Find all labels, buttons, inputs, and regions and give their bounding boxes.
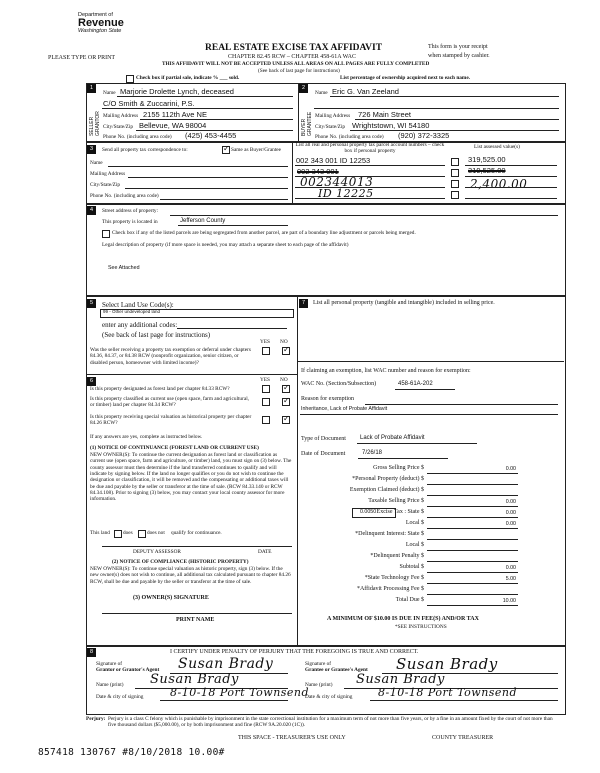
partial-sale-label: Check box if partial sale, indicate % ___ sold. xyxy=(136,75,240,81)
seller-mailing[interactable]: 2155 112th Ave NE xyxy=(143,110,207,119)
exemption-question: Was the seller receiving a property tax exemption or deferral under chapters 84.36, 84.37, or 84.38 RCW (nonprofit organization, senior citizen, or disabled person, homeowner with limited income)? xyxy=(90,347,251,366)
print-name-label: PRINT NAME xyxy=(176,617,215,623)
historical-no-checkbox[interactable] xyxy=(282,416,290,424)
s5-yes: YES xyxy=(260,339,271,345)
s5-no-checkbox[interactable] xyxy=(282,347,290,355)
grantee-sig-label-2: Grantee or Grantee's Agent xyxy=(305,667,368,673)
personal-property-label: List all personal property (tangible and intangible) included in selling price. xyxy=(313,300,495,306)
seller-side-label: SELLER GRANTOR xyxy=(89,111,101,136)
tax-row-label: *Personal Property (deduct) $ xyxy=(352,476,424,482)
tax-row-underline xyxy=(427,484,518,485)
s3-phone-label: Phone No. (including area code) xyxy=(90,193,159,199)
print-note: PLEASE TYPE OR PRINT xyxy=(48,55,116,61)
segregated-label: Check box if any of the listed parcels are being segregated from another parcel, are part of a boundary line adjustment or parcels being merged. xyxy=(112,230,416,236)
form-warning: THIS AFFIDAVIT WILL NOT BE ACCEPTED UNLESS ALL AREAS ON ALL PAGES ARE FULLY COMPLETED xyxy=(162,61,430,67)
tax-row-underline xyxy=(427,594,518,595)
s3-mailing-label: Mailing Address xyxy=(90,171,126,177)
s5-no: NO xyxy=(280,339,288,345)
s3-city-label: City/State/Zip xyxy=(90,182,121,188)
buyer-side-label: BUYER GRANTEE xyxy=(301,111,313,136)
tax-row-underline xyxy=(427,528,518,529)
does-label: does xyxy=(123,530,133,536)
value-1[interactable]: 319,525.00 xyxy=(468,155,506,164)
grantor-date-label: Date & city of signing xyxy=(96,694,144,700)
parcel-1[interactable]: 002 343 001 ID 12253 xyxy=(296,156,371,165)
doc-type-label: Type of Document xyxy=(301,436,346,442)
forest-no-checkbox[interactable] xyxy=(282,385,290,393)
seller-phone[interactable]: (425) 453-4455 xyxy=(185,131,237,140)
partial-sale-checkbox[interactable] xyxy=(126,75,134,83)
current-use-yes-checkbox[interactable] xyxy=(262,398,270,406)
tax-row-label: *Delinquent Interest: State $ xyxy=(355,531,424,537)
section-5-number: 5 xyxy=(87,299,96,308)
cashier-stamp: 857418 130767 #8/10/2018 10.00# xyxy=(38,747,225,758)
parcel-1-strikethrough: 002 343 001 xyxy=(297,167,339,176)
value-2[interactable]: 2,400.00 xyxy=(470,177,528,191)
reason-value[interactable]: Inheritance, Lack of Probate Affidavit xyxy=(301,406,388,412)
buyer-phone[interactable]: (920) 372-3325 xyxy=(398,131,450,140)
tax-row-underline xyxy=(427,561,518,562)
tax-row-underline xyxy=(427,495,518,496)
s3-name-label: Name xyxy=(90,160,103,166)
grantor-sig-label-1: Signature of xyxy=(96,661,123,667)
tax-row-value[interactable]: 0.00 xyxy=(505,565,516,571)
value-1-strikethrough: 319,525.00 xyxy=(468,166,506,175)
section-4-number: 4 xyxy=(87,206,96,215)
land-use-label: Select Land Use Code(s): xyxy=(102,301,174,309)
same-as-buyer-checkbox[interactable] xyxy=(222,146,230,154)
grantee-date-label: Date & city of signing xyxy=(305,694,353,700)
parcel-1-personal-checkbox[interactable] xyxy=(451,158,459,166)
tax-row-label: Taxable Selling Price $ xyxy=(368,498,424,504)
local-rate[interactable]: 0.0050 xyxy=(360,509,377,515)
seller-name-2[interactable]: C/O Smith & Zuccarini, P.S. xyxy=(103,99,195,108)
parcel-2[interactable]: 002344013 xyxy=(300,175,374,189)
land-does-label: This land xyxy=(90,530,110,536)
buyer-name-label: Name xyxy=(315,90,328,96)
grantor-name-label: Name (print) xyxy=(96,682,124,688)
s6-yes: YES xyxy=(260,377,271,383)
notice-2-title: (2) NOTICE OF COMPLIANCE (HISTORIC PROPERTY) xyxy=(112,559,249,565)
land-does-checkbox[interactable] xyxy=(114,530,122,538)
forest-yes-checkbox[interactable] xyxy=(262,385,270,393)
notice-1-body: NEW OWNER(S): To continue the current designation as forest land or classification as current use (open space, farm and agriculture, or timber) land, you must sign on (3) below. The county assessor must then determine if the land transferred continues to qualify and will indicate by signing below. If the land no longer qualifies or you do not wish to continue the designation or classification, it will be removed and the compensating or additional taxes will be due and payable by the seller or transferor at the time of sale. (RCW 84.33.140 or RCW 84.34.108). Prior to signing (3) below, you may contact your local county assessor for more information. xyxy=(90,452,292,503)
tax-row-underline xyxy=(427,550,518,551)
send-correspondence-label: Send all property tax correspondence to: xyxy=(102,147,188,153)
form-see-back: (See back of last page for instructions) xyxy=(258,68,340,74)
doc-date-value[interactable]: 7/26/18 xyxy=(362,450,383,456)
current-use-question: Is this property classified as current use (open space, farm and agricultural, or timber) land per chapter 84.34 RCW? xyxy=(90,396,249,409)
grantor-signature[interactable]: Susan Brady xyxy=(178,656,274,672)
owner-signature-label: (3) OWNER(S) SIGNATURE xyxy=(133,595,209,601)
historical-yes-checkbox[interactable] xyxy=(262,416,270,424)
tax-row-label: Local $ xyxy=(405,542,424,548)
minimum-due: A MINIMUM OF $10.00 IS DUE IN FEE(S) AND/OR TAX xyxy=(327,616,479,622)
located-in-label: This property is located in xyxy=(102,219,158,225)
seller-mailing-label: Mailing Address xyxy=(103,113,139,119)
buyer-city[interactable]: Wrightstown, WI 54180 xyxy=(352,121,430,130)
reason-label: Reason for exemption xyxy=(301,396,354,402)
grantee-sig-label-1: Signature of xyxy=(305,661,332,667)
buyer-name[interactable]: Eric G. Van Zeeland xyxy=(332,87,399,96)
wac-value[interactable]: 458-61A-202 xyxy=(398,381,433,387)
legal-description-label: Legal description of property (if more space is needed, you may attach a separate sheet to each page of the affidavit) xyxy=(102,242,349,248)
seller-phone-label: Phone No. (including area code) xyxy=(103,134,172,140)
tax-row-value[interactable]: 0.00 xyxy=(505,466,516,472)
form-title: REAL ESTATE EXCISE TAX AFFIDAVIT xyxy=(205,43,383,53)
treasurer-space: THIS SPACE - TREASURER'S USE ONLY xyxy=(238,735,346,741)
county-treasurer: COUNTY TREASURER xyxy=(432,735,494,741)
county-name[interactable]: Jefferson County xyxy=(180,218,226,224)
tax-row-label: *Affidavit Processing Fee $ xyxy=(356,586,424,592)
buyer-city-label: City/State/Zip xyxy=(315,124,346,130)
section-3-number: 3 xyxy=(87,145,96,154)
land-does-not-checkbox[interactable] xyxy=(138,530,146,538)
seller-city[interactable]: Bellevue, WA 98004 xyxy=(139,121,207,130)
parcel-3[interactable]: ID 12225 xyxy=(318,187,374,200)
tax-row-underline xyxy=(427,605,518,606)
tax-row-value[interactable]: 0.00 xyxy=(505,499,516,505)
tax-row-label: Local $ xyxy=(405,520,424,526)
exemption-claim-label: If claiming an exemption, list WAC number and reason for exemption: xyxy=(301,368,471,374)
wac-label: WAC No. (Section/Subsection) xyxy=(301,381,377,387)
tax-row-underline xyxy=(427,539,518,540)
grantor-date-city[interactable]: 8-10-18 Port Townsend xyxy=(170,686,310,699)
section-7-number: 7 xyxy=(299,299,308,308)
if-yes-instructions: If any answers are yes, complete as instructed below. xyxy=(90,434,203,440)
forest-land-question: Is this property designated as forest land per chapter 84.33 RCW? xyxy=(90,386,230,392)
parcel-4-personal-checkbox[interactable] xyxy=(451,191,459,199)
parcel-2-personal-checkbox[interactable] xyxy=(451,169,459,177)
doc-type-value[interactable]: Lack of Probate Affidavit xyxy=(360,435,425,441)
grantee-name[interactable]: Susan Brady xyxy=(356,672,445,687)
seller-name[interactable]: Marjorie Drolette Lynch, deceased xyxy=(120,87,234,96)
tax-row-underline xyxy=(427,583,518,584)
s6-no: NO xyxy=(280,377,288,383)
tax-row-underline xyxy=(427,572,518,573)
does-not-label: does not xyxy=(147,530,165,536)
tax-row-underline xyxy=(427,473,518,474)
grantee-date-city[interactable]: 8-10-18 Port Townsend xyxy=(378,686,518,699)
tax-row-value[interactable]: 10.00 xyxy=(502,598,516,604)
perjury-label: Perjury: xyxy=(86,716,106,722)
s5-see-back: (See back of last page for instructions) xyxy=(102,331,211,339)
grantor-sig-label-2: Grantor or Grantor's Agent xyxy=(96,667,160,673)
buyer-mailing-label: Mailing Address xyxy=(315,113,351,119)
dept-line2: Revenue xyxy=(78,17,124,29)
section-8-number: 8 xyxy=(87,648,96,657)
form-chapter: CHAPTER 82.45 RCW – CHAPTER 458-61A WAC xyxy=(228,54,356,60)
street-address-label: Street address of property: xyxy=(102,208,159,214)
section-4-box xyxy=(86,203,566,297)
tax-row-value[interactable]: 0.00 xyxy=(505,521,516,527)
same-as-buyer-label: Same as Buyer/Grantee xyxy=(231,147,282,153)
seller-city-label: City/State/Zip xyxy=(103,124,134,130)
certify-statement: I CERTIFY UNDER PENALTY OF PERJURY THAT THE FOREGOING IS TRUE AND CORRECT. xyxy=(170,649,419,655)
tax-row-value[interactable]: 0.00 xyxy=(505,510,516,516)
buyer-phone-label: Phone No. (including area code) xyxy=(315,134,384,140)
notice-2-body: NEW OWNER(S): To continue special valuation as historic property, sign (3) below. If the new owner(s) does not wish to continue, all additional tax calculated pursuant to chapter 84.26 RCW, shall be due and payable by the seller or transferor at the time of sale. xyxy=(90,566,291,585)
assessor-date-label: DATE xyxy=(258,549,272,555)
deputy-assessor-label: DEPUTY ASSESSOR xyxy=(133,549,181,555)
grantee-signature[interactable]: Susan Brady xyxy=(396,655,498,673)
dept-line3: Washington State xyxy=(78,28,122,34)
tax-row-underline xyxy=(427,506,518,507)
additional-codes-label: enter any additional codes: xyxy=(102,321,178,329)
tax-row-label: Excise Tax : State $ xyxy=(376,509,424,515)
tax-row-label: Exemption Claimed (deduct) $ xyxy=(349,487,424,493)
s5-yes-checkbox[interactable] xyxy=(262,347,270,355)
section-6-number: 6 xyxy=(87,377,96,386)
land-use-value: 99 - Other undeveloped land xyxy=(103,309,161,314)
grantor-name[interactable]: Susan Brady xyxy=(150,672,239,687)
perjury-text: Perjury is a class C felony which is punishable by imprisonment in the state correctional institution for a maximum term of not more than five years, or by a fine in an amount fixed by the court of not more than five thousand dollars ($5,000.00), or by both imprisonment and fine (RCW 9A.20.020 (1C)). xyxy=(108,716,553,729)
dept-logo xyxy=(78,12,124,34)
tax-row-label: Subtotal $ xyxy=(399,564,424,570)
parcel-header: List all real and personal property tax parcel account numbers – check box if personal property xyxy=(295,142,445,155)
doc-date-label: Date of Document xyxy=(301,451,346,457)
tax-row-label: *State Technology Fee $ xyxy=(364,575,424,581)
receipt-note-2: when stamped by cashier. xyxy=(428,53,490,59)
tax-row-label: Gross Selling Price $ xyxy=(373,465,424,471)
section-1-number: 1 xyxy=(87,84,96,93)
list-percentage-label: List percentage of ownership acquired next to each name. xyxy=(340,75,471,81)
grantee-name-label: Name (print) xyxy=(305,682,333,688)
dept-line1: Department of xyxy=(78,12,113,18)
tax-row-label: Total Due $ xyxy=(395,597,424,603)
receipt-note-1: This form is your receipt xyxy=(428,44,488,50)
assessed-value-header: List assessed value(s) xyxy=(474,144,520,150)
buyer-mailing[interactable]: 726 Main Street xyxy=(358,110,411,119)
tax-row-underline xyxy=(427,517,518,518)
historical-question: Is this property receiving special valuation as historical property per chapter 84.26 RCW? xyxy=(90,414,252,427)
tax-row-value[interactable]: 5.00 xyxy=(505,576,516,582)
segregated-checkbox[interactable] xyxy=(102,230,110,238)
see-instructions: *SEE INSTRUCTIONS xyxy=(395,624,447,630)
parcel-3-personal-checkbox[interactable] xyxy=(451,180,459,188)
notice-1-title: (1) NOTICE OF CONTINUANCE (FOREST LAND OR CURRENT USE) xyxy=(90,445,259,451)
qualify-label: qualify for continuance. xyxy=(171,530,222,536)
see-attached: See Attached xyxy=(108,265,140,271)
current-use-no-checkbox[interactable] xyxy=(282,398,290,406)
seller-name-label: Name xyxy=(103,90,116,96)
section-2-number: 2 xyxy=(299,84,308,93)
tax-row-label: *Delinquent Penalty $ xyxy=(370,553,424,559)
